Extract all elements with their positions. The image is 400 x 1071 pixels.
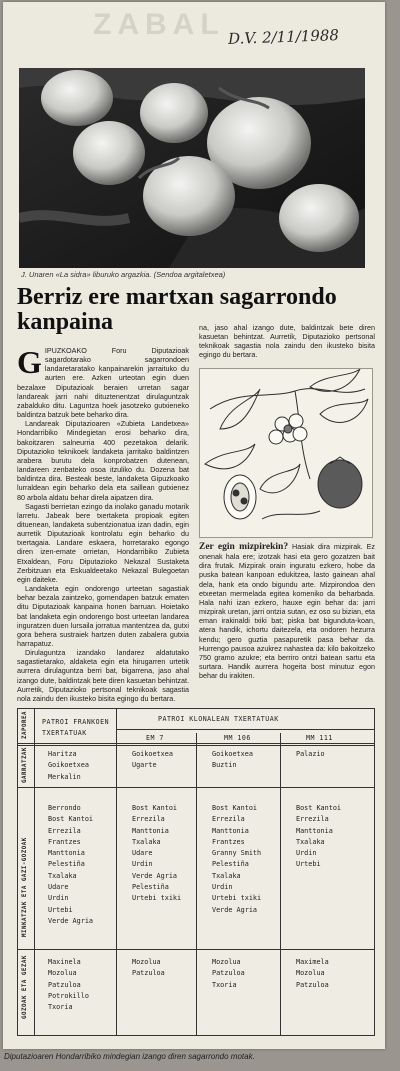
minkatzak-mm106 (212, 803, 261, 916)
apples-photo-image (19, 68, 365, 268)
medlar-drawing (200, 369, 372, 537)
gozoak-mm111 (296, 957, 329, 991)
list-item: Txalaka (132, 837, 161, 846)
paragraph-1: IPUZKOAKO Foru Diputazioak sagardotarako sagarrondoen landaretaratako kanpainarekin jarraituko du aurten ere. Azken urteotan egin duen bezalaxe Diputazioak beraien urretan sagar landareak jarri nahi dituztenentzat dirulaguntzak zabalduko ditu. Laguntza hoek jasotzeko gutxieneko baldintza batzuk bete beharko dira. (17, 346, 189, 420)
list-item: Txalaka (48, 871, 77, 880)
garratzak-mm111 (296, 749, 325, 760)
list-item: Verde Agria (48, 916, 94, 925)
list-item: Mozolua (212, 958, 241, 966)
minkatzak-em7 (132, 803, 181, 905)
list-item: Urdin (132, 860, 153, 869)
header-patroi-frankoen: PATROI FRANKOEN TXERTATUAK (42, 718, 110, 737)
minkatzak-mm111 (296, 803, 341, 871)
list-item: Bost Kantoi (296, 804, 342, 812)
sidebar-heading: Zer egin mizpirekin? (199, 542, 289, 552)
list-item: Bost Kantoi (132, 804, 178, 812)
list-item: Txoria (212, 980, 237, 989)
header-em7: EM 7 (146, 734, 164, 742)
label-garratzak: GARRATZAK (22, 747, 28, 783)
list-item: Goikoetxea (212, 750, 253, 758)
list-item: Urtebi (48, 905, 73, 914)
list-item: Errezila (132, 815, 165, 824)
list-item: Palazio (296, 750, 325, 758)
list-item: Bost Kantoi (212, 804, 258, 812)
article-column-2-bottom (199, 542, 375, 708)
list-item: Urtebi txiki (212, 894, 262, 903)
garratzak-frankoak (48, 749, 89, 783)
article-column-1 (17, 346, 189, 708)
list-item: Urdin (296, 849, 317, 858)
paragraph-4: Landaketa egin ondorengo urteetan sagastiak behar bezala zaintzeko, gomendapen batzuk ematen ditu Diputazioak kanpaina honen barruan. Hoietako bat landaketa egin ondorengo bost urteetan landarea inguratzen duen lursaila jorratua mantentzea da, gutxi gora behera sustraiek hartzen duten zabalera gutxia harrapatuz. (17, 584, 189, 648)
list-item: Manttonia (132, 826, 169, 835)
list-item: Maximela (296, 958, 329, 966)
list-item: Verde Agria (132, 871, 178, 880)
paragraph-3: Sagasti berrietan ezingo da inolako ganadu motarik larretu. Jabeak bere txertaketa propioak egiten dituenean, landaketa subentzionatua izan dadin, egin aurretik Diputazioak kontrolatu egin beharko du txertagaia. Landare eskaera, horretarako egongo diren izen-emate orrietan, Hondarribiko Zubieta Etxaldean, Foru Diputazioko Nekazal Sustaketa Zerbitzuan eta Eskualdeetako Nekazal Bulegoetan egin daiteke. (17, 501, 189, 584)
label-gozoak: GOZOAK ETA GEZAK (22, 955, 28, 1019)
list-item: Errezila (212, 815, 245, 824)
list-item: Urtebi txiki (132, 894, 182, 903)
list-item: Ugarte (132, 761, 157, 770)
newspaper-clipping (3, 2, 385, 1049)
list-item: Mozolua (296, 969, 325, 978)
header-mm111: MM 111 (306, 734, 333, 742)
drop-cap: G (17, 346, 42, 380)
list-item: Urdin (212, 883, 233, 892)
list-item: Frantzes (212, 837, 245, 846)
list-item: Buztin (212, 761, 237, 770)
list-item: Txoria (48, 1003, 73, 1012)
medlar-illustration (199, 368, 373, 538)
label-minkatzak: MINKATZAK ETA GAZI-GOZOAK (22, 837, 28, 937)
header-mm106: MM 106 (224, 734, 251, 742)
list-item: Patzuloa (48, 980, 81, 989)
list-item: Merkalin (48, 772, 81, 781)
list-item: Berrondo (48, 804, 81, 812)
list-item: Frantzes (48, 837, 81, 846)
list-item: Patzuloa (212, 969, 245, 978)
gozoak-mm106 (212, 957, 245, 991)
list-item: Manttonia (212, 826, 249, 835)
article-headline: Berriz ere martxan sagarrondo kanpaina (17, 284, 337, 335)
gozoak-frankoak (48, 957, 89, 1013)
list-item: Urtebi (296, 860, 321, 869)
list-item: Udare (48, 883, 69, 892)
minkatzak-frankoak (48, 803, 93, 927)
list-item: Goikoetxea (48, 761, 89, 770)
list-item: Verde Agria (212, 905, 258, 914)
apple-varieties-table (17, 708, 375, 1036)
garratzak-mm106 (212, 749, 253, 772)
list-item: Mozolua (48, 969, 77, 978)
list-item: Granny Smith (212, 849, 262, 858)
list-item: Manttonia (48, 849, 85, 858)
list-item: Pelestiña (132, 883, 169, 892)
article-column-2-top (199, 323, 375, 368)
masthead-remnant: ZABAL (93, 8, 225, 41)
list-item: Maxinela (48, 958, 81, 966)
label-zaporea: ZAPOREA (22, 711, 28, 739)
table-caption: Diputazioaren Hondarribiko mindegian izango diren sagarrondo motak. (4, 1052, 255, 1061)
list-item: Haritza (48, 750, 77, 758)
apples-photo (19, 68, 365, 268)
list-item: Errezila (48, 826, 81, 835)
paragraph-2: Landareak Diputazioaren «Zubieta Landetxea» Hondarribiko Mindegietan erosi beharko dira, bakoitzaren salneurria 400 pezetakoa delarik. Diputazioko teknikoek landaketa jarritako baldintzen arabera burutu dela konprobatzen dutenean, landareen zenbateko osoa itzuliko du. Dozena bat baldintza dira. Besteak beste, landaketa Gipuzkoako lurraldean egin beharko dela eta saillean gutxienez 80 arbola aldatu behar direla aipatzen dira. (17, 419, 189, 502)
list-item: Pelestiña (212, 860, 249, 869)
list-item: Goikoetxea (132, 750, 173, 758)
sidebar-text: Hasiak dira mizpirak. Ez onenak hala ere; izotzak hasi eta gero gozatzen bait dira frutak. Mizpirak orain inguratu ezkero, hobe da puska batean kanpoan edukitzea, lasto gainean ahal dela, hank eta ondo bigundu arte. Mizpirondoa den etxeetan mermelada egitea komeniko da beharbada. Hala nahi izan ezkero, hauxe egin behar da: jarri mizpirak uretan, jarri ontzia sutan, ez oso su bizian, eta eman irakinaldi txiki bat; piska bat bigunduta-koan, atera handik, ichortu daitezela, eta ondoren hezurra kendu; gero guztia pasapuretik pasa behar da. Hurrengo pausoa azukrez nahastea da: kilo bakoitzeko 750 gramo azukre; eta berriro ontzi batean sartu eta surtara. Handik aurrera hogeita bost minutuz egon behar du irakiten. (199, 542, 375, 681)
list-item: Manttonia (296, 826, 333, 835)
list-item: Urdin (48, 894, 69, 903)
gozoak-em7 (132, 957, 165, 980)
list-item: Pelestiña (48, 860, 85, 869)
handwritten-date: D.V. 2/11/1988 (227, 26, 340, 48)
list-item: Txalaka (212, 871, 241, 880)
list-item: Patzuloa (296, 980, 329, 989)
list-item: Patzuloa (132, 969, 165, 978)
list-item: Mozolua (132, 958, 161, 966)
photo-caption: J. Unaren «La sidra» liburuko argazkia. (Sendoa argitaletxea) (21, 270, 226, 279)
paragraph-5: Dirulaguntza izandako landarez aldatutako sagastietarako, aldaketa egin eta hirugarren urtetik aurrera dirulaguntza berri bat, bigarrena, jaso ahal izango dute, baldintzak bete diren kasuetan behintzat. Aurretik, Diputazioko pertsonal teknikoak sagastia nola zaindu den ikusteko bisita egingo du bertara. (17, 648, 189, 703)
paragraph-5-continued: na, jaso ahal izango dute, baldintzak bete diren kasuetan behintzat. Aurretik, Diputazioko pertsonal teknikoak sagastia nola zaindu den ikusteko bisita egingo du bertara. (199, 323, 375, 360)
list-item: Potrokillo (48, 991, 89, 1000)
header-patroi-klonalean: PATROI KLONALEAN TXERTATUAK (158, 715, 279, 723)
list-item: Txalaka (296, 837, 325, 846)
garratzak-em7 (132, 749, 173, 772)
list-item: Bost Kantoi (48, 815, 94, 824)
list-item: Errezila (296, 815, 329, 824)
list-item: Udare (132, 849, 153, 858)
